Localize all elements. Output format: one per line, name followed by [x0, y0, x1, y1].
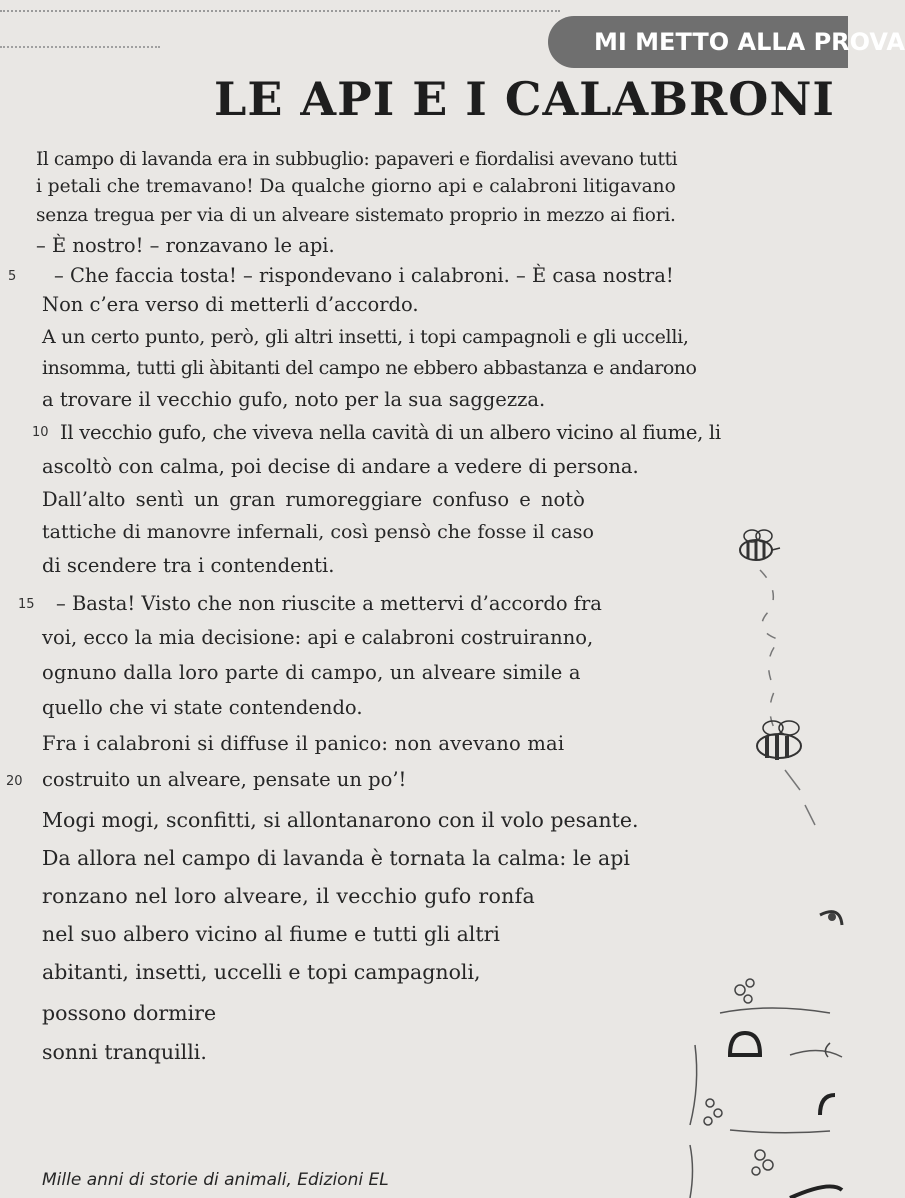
story-line: insomma, tutti gli àbitanti del campo ne ebbero abbastanza e andarono [42, 357, 697, 379]
story-line: Non c’era verso di metterli d’accordo. [42, 293, 419, 316]
line-number: 20 [6, 774, 23, 789]
story-line: nel suo albero vicino al fiume e tutti gli altri [42, 922, 500, 946]
story-line: Il campo di lavanda era in subbuglio: papaveri e fiordalisi avevano tutti [36, 149, 678, 170]
story-line: a trovare il vecchio gufo, noto per la sua saggezza. [42, 388, 546, 411]
story-line: i petali che tremavano! Da qualche giorno api e calabroni litigavano [36, 176, 676, 197]
story-line: costruito un alveare, pensate un po’! [42, 768, 407, 791]
line-number: 15 [18, 597, 35, 612]
story-line: possono dormire [42, 1001, 217, 1025]
story-line: Fra i calabroni si diffuse il panico: non avevano mai [42, 732, 565, 755]
bee-icon [728, 528, 798, 568]
story-line: A un certo punto, però, gli altri insetti, i topi campagnoli e gli uccelli, [42, 326, 689, 348]
story-line: sonni tranquilli. [42, 1040, 207, 1064]
story-line: – Che faccia tosta! – rispondevano i calabroni. – È casa nostra! [54, 264, 674, 287]
hornet-icon [745, 718, 825, 764]
story-line: quello che vi state contendendo. [42, 696, 363, 719]
story-line: Dall’alto sentì un gran rumoreggiare confuso e notò [42, 488, 585, 511]
line-number: 5 [8, 269, 17, 284]
flight-path-icon [720, 570, 810, 730]
story-line: – È nostro! – ronzavano le api. [36, 234, 335, 257]
story-line: voi, ecco la mia decisione: api e calabroni costruiranno, [42, 626, 594, 649]
story-title: LE API E I CALABRONI [214, 72, 835, 126]
line-number: 10 [32, 425, 49, 440]
story-line: Il vecchio gufo, che viveva nella cavità di un albero vicino al fiume, li [60, 421, 721, 444]
story-line: ascoltò con calma, poi decise di andare a vedere di persona. [42, 455, 639, 478]
story-line: – Basta! Visto che non riuscite a mettervi d’accordo fra [56, 592, 602, 615]
story-line: Mogi mogi, sconfitti, si allontanarono con il volo pesante. [42, 808, 639, 832]
source-citation: Mille anni di storie di animali, Edizioni EL [42, 1170, 389, 1190]
story-line: senza tregua per via di un alveare sistemato proprio in mezzo ai fiori. [36, 205, 676, 226]
story-line: Da allora nel campo di lavanda è tornata la calma: le api [42, 846, 630, 870]
section-banner-label: MI METTO ALLA PROVA [594, 28, 905, 56]
owl-tree-icon [690, 895, 842, 1198]
story-line: ronzano nel loro alveare, il vecchio gufo ronfa [42, 884, 536, 908]
story-line: tattiche di manovre infernali, così pensò che fosse il caso [42, 521, 594, 543]
flight-path-icon [780, 770, 820, 830]
story-line: ognuno dalla loro parte di campo, un alveare simile a [42, 661, 581, 684]
story-line: abitanti, insetti, uccelli e topi campagnoli, [42, 960, 481, 984]
story-line: di scendere tra i contendenti. [42, 554, 335, 577]
